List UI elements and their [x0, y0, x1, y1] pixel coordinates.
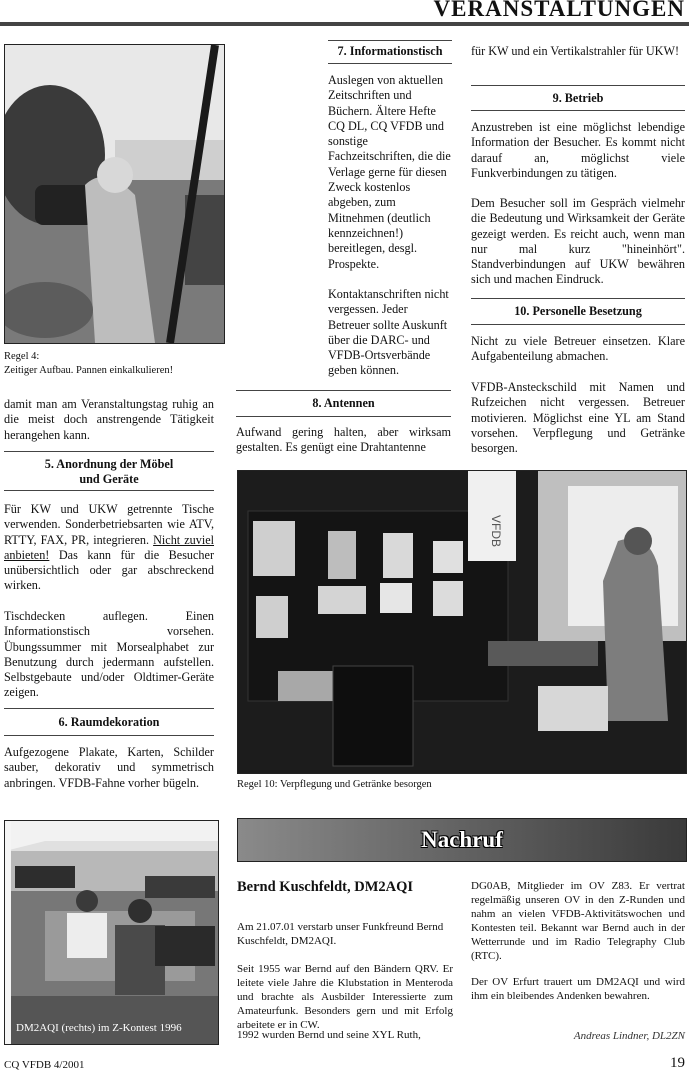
- section-5-text-b: Das kann für die Besucher unübersichtlich oder gar abschreckend wirken.: [4, 547, 214, 593]
- section-title: VERANSTALTUNGEN: [433, 0, 685, 21]
- section-10-paragraph-2: VFDB-Ansteckschild mit Namen und Rufzeichen nicht vergessen. Betreuer motivieren. Möglichst eine YL am Stand vorsehen. Verpflegung und Getränke besorgen.: [471, 380, 685, 456]
- page-number: 19: [670, 1055, 685, 1071]
- section-5-paragraph-2: Tischdecken auflegen. Einen Informationstisch vorsehen. Übungssummer mit Morsealphabet zur Benutzung durch jedermann aufstellen. Selbstgebaute und/oder Oldtimer-Geräte zeigen.: [4, 609, 214, 700]
- obituary-paragraph-1: Am 21.07.01 verstarb unser Funkfreund Bernd Kuschfeldt, DM2AQI.: [237, 921, 444, 947]
- section-9-paragraph-2: Dem Besucher soll im Gespräch vielmehr die Bedeutung und Wirksamkeit der Geräte gezeigt werden. Es reicht auch, wenn man nur mal kurz "hineinhört". Standverbindungen auf UKW bewähren sich und machen Eindruck.: [471, 196, 685, 287]
- photo-antenna-setup: [4, 44, 225, 344]
- rule: [471, 85, 685, 86]
- rule: [471, 110, 685, 111]
- rule: [471, 298, 685, 299]
- nachruf-banner-label: Nachruf: [421, 827, 503, 852]
- photo-contest: [4, 820, 219, 1045]
- section-5-title-line2: und Geräte: [79, 472, 139, 486]
- section-9-paragraph-1: Anzustreben ist eine möglichst lebendige Information der Besucher. Es kommt nicht darauf an, möglichst viele Funkverbindungen zu tätigen.: [471, 120, 685, 180]
- section-10-paragraph-1: Nicht zu viele Betreuer einsetzen. Klare Aufgabenteilung abmachen.: [471, 334, 685, 364]
- obituary-title: Bernd Kuschfeldt, DM2AQI: [237, 879, 414, 895]
- rule: [328, 63, 452, 64]
- rule: [4, 451, 214, 452]
- section-7-paragraph-2: Kontaktanschriften nicht vergessen. Jeder Betreuer sollte Auskunft über die DARC- und VFDB-Ortsverbände geben können.: [328, 287, 449, 378]
- section-5-title-line1: 5. Anordnung der Möbel: [44, 457, 174, 471]
- section-5-underlined: Nicht zuviel anbieten!: [4, 532, 215, 562]
- rule: [328, 40, 452, 41]
- nachruf-banner: [237, 818, 687, 862]
- photo3-caption: DM2AQI (rechts) im Z-Kontest 1996: [16, 1022, 182, 1034]
- photo2-caption: Regel 10: Verpflegung und Getränke besorgen: [237, 779, 432, 790]
- footer-issue: CQ VFDB 4/2001: [4, 1059, 85, 1071]
- rule: [4, 735, 214, 736]
- section-8-title: 8. Antennen: [312, 396, 375, 410]
- obituary-paragraph-4: DG0AB, Mitglieder im OV Z83. Er vertrat regelmäßig unseren OV in den Z-Runden und nahm an vielen VFDB-Aktivitätswochen und Kontesten teil. Bekannt war Bernd auch in der Wetterrunde und im Radio Telegraphy Club (RTC).: [471, 880, 685, 962]
- rule: [236, 390, 451, 391]
- section-5-paragraph-1: [4, 502, 214, 594]
- obituary-author: Andreas Lindner, DL2ZN: [573, 1030, 685, 1042]
- header-rule: [0, 22, 689, 26]
- obituary-paragraph-2: Seit 1955 war Bernd auf den Bändern QRV. Er leitete viele Jahre die Klubstation in Menteroda und brachte als Ausbilder Interessierte zum Amateurfunk. Besonders gern und mit Erfolg arbeitete er in CW.: [237, 963, 453, 1031]
- section-6-paragraph: Aufgezogene Plakate, Karten, Schilder sauber, dekorativ und symmetrisch anbringen. VFDB-Fahne vorher bügeln.: [4, 745, 214, 790]
- photo1-caption: Regel 4: Zeitiger Aufbau. Pannen einkalkulieren!: [4, 351, 174, 376]
- photo-booth: [237, 470, 687, 774]
- section-7-title: 7. Informationstisch: [337, 44, 443, 58]
- rule: [471, 324, 685, 325]
- section-8-paragraph: Aufwand gering halten, aber wirksam gestalten. Es genügt eine Drahtantenne: [236, 425, 451, 455]
- rule: [4, 490, 214, 491]
- rule: [236, 416, 451, 417]
- section-10-title: 10. Personelle Besetzung: [514, 304, 642, 318]
- obituary-paragraph-5: Der OV Erfurt trauert um DM2AQI und wird ihm ein bleibendes Andenken bewahren.: [471, 976, 685, 1002]
- rule: [4, 708, 214, 709]
- banner-text: VFDB: [489, 514, 503, 548]
- section-7-paragraph-1: Auslegen von aktuellen Zeitschriften und Büchern. Ältere Hefte CQ DL, CQ VFDB und sonstige Fachzeitschriften, die die Verlage gerne für diesen Zweck kostenlos abgeben, zum Mitnehmen (deutlich kennzeichnen!) bereitlegen, desgl. Prospekte.: [328, 73, 451, 271]
- col1-intro: damit man am Veranstaltungstag ruhig an die meist doch anstrengende Tätigkeit herangehen kann.: [4, 397, 214, 442]
- section-5-text-a: Für KW und UKW getrennte Tische verwenden. Sonderbetriebsarten wie ATV, RTTY, FAX, PR, integrieren.: [4, 502, 214, 547]
- section-5-title: [4, 457, 214, 487]
- section-9-title: 9. Betrieb: [552, 91, 604, 105]
- section-8-continuation: für KW und ein Vertikalstrahler für UKW!: [471, 44, 680, 58]
- section-6-title: 6. Raumdekoration: [58, 715, 160, 729]
- obituary-paragraph-3: 1992 wurden Bernd und seine XYL Ruth,: [237, 1029, 421, 1041]
